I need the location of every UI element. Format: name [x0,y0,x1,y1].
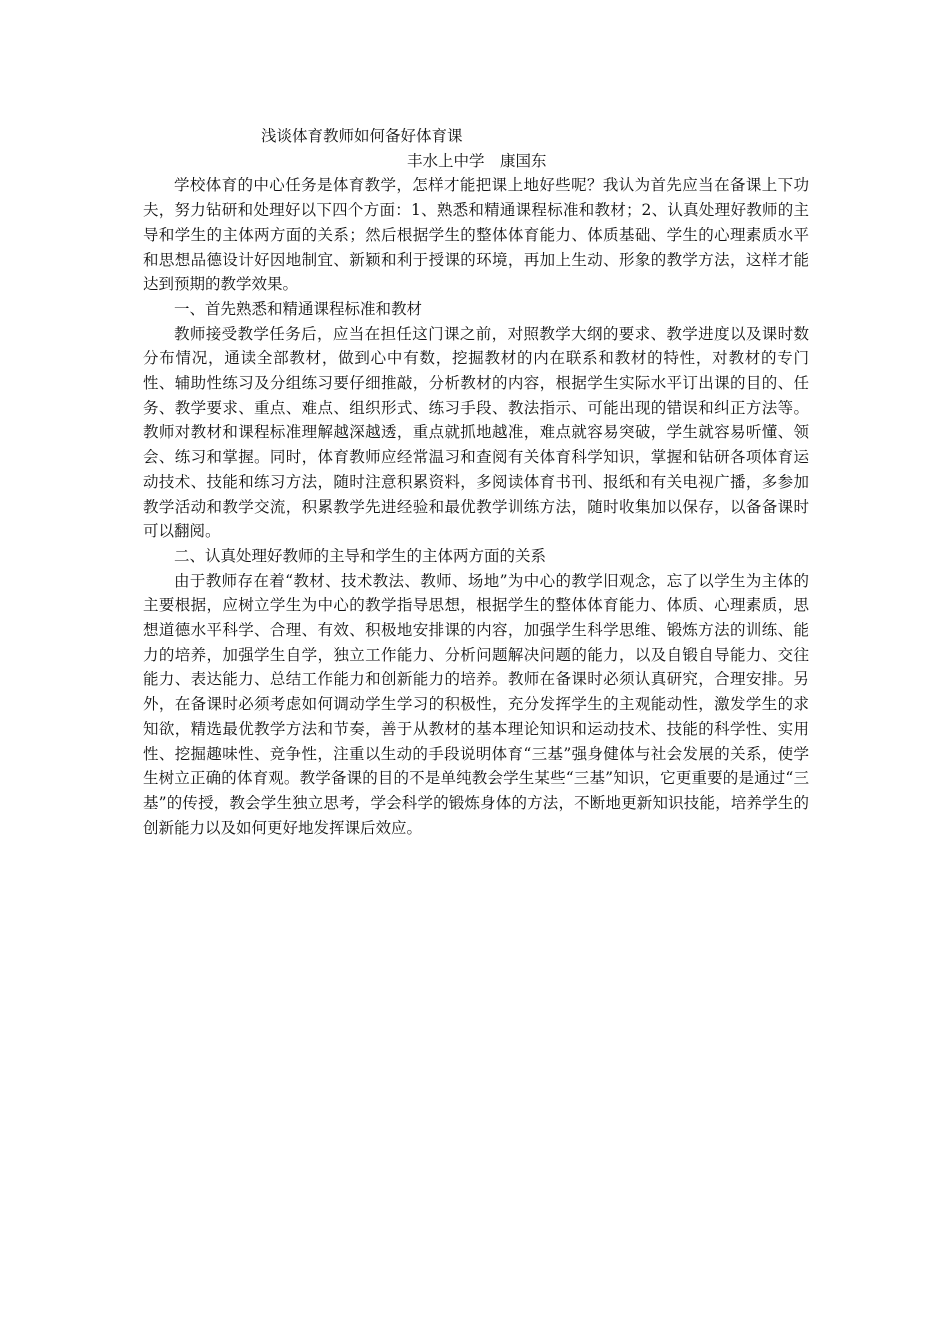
intro-paragraph: 学校体育的中心任务是体育教学，怎样才能把课上地好些呢？我认为首先应当在备课上下功夫，努力钻研和处理好以下四个方面：1、熟悉和精通课程标准和教材；2、认真处理好教师的主导和学生的主体两方面的关系；然后根据学生的整体体育能力、体质基础、学生的心理素质水平和思想品德设计好因地制宜、新颖和利于授课的环境，再加上生动、形象的教学方法，这样才能达到预期的教学效果。 [143,176,809,294]
document-author: 丰水上中学 康国东 [407,151,547,170]
section-2-paragraph: 由于教师存在着“教材、技术教法、教师、场地”为中心的教学旧观念，忘了以学生为主体的主要根据，应树立学生为中心的教学指导思想，根据学生的整体体育能力、体质、心理素质，思想道德水平科学、合理、有效、积极地安排课的内容，加强学生科学思维、锻炼方法的训练、能力的培养，加强学生自学，独立工作能力、分析问题解决问题的能力，以及自锻自导能力、交往能力、表达能力、总结工作能力和创新能力的培养。教师在备课时必须认真研究，合理安排。另外，在备课时必须考虑如何调动学生学习的积极性，充分发挥学生的主观能动性，激发学生的求知欲，精选最优教学方法和节奏，善于从教材的基本理论知识和运动技术、技能的科学性、实用性、挖掘趣味性、竞争性，注重以生动的手段说明体育“三基”强身健体与社会发展的关系，使学生树立正确的体育观。教学备课的目的不是单纯教会学生某些“三基”知识，它更重要的是通过“三基”的传授，教会学生独立思考，学会科学的锻炼身体的方法，不断地更新知识技能，培养学生的创新能力以及如何更好地发挥课后效应。 [143,571,809,837]
section-1-heading: 一、首先熟悉和精通课程标准和教材 [174,299,423,318]
document-body [143,124,809,840]
document-title: 浅谈体育教师如何备好体育课 [261,127,463,145]
section-2-heading: 二、认真处理好教师的主导和学生的主体两方面的关系 [174,546,547,565]
section-1-paragraph: 教师接受教学任务后，应当在担任这门课之前，对照教学大纲的要求、教学进度以及课时数分布情况，通读全部教材，做到心中有数，挖掘教材的内在联系和教材的特性，对教材的专门性、辅助性练习及分组练习要仔细推敲，分析教材的内容，根据学生实际水平订出课的目的、任务、教学要求、重点、难点、组织形式、练习手段、教法指示、可能出现的错误和纠正方法等。教师对教材和课程标准理解越深越透，重点就抓地越准，难点就容易突破，学生就容易听懂、领会、练习和掌握。同时，体育教师应经常温习和查阅有关体育科学知识，掌握和钻研各项体育运动技术、技能和练习方法，随时注意积累资料，多阅读体育书刊、报纸和有关电视广播，多参加教学活动和教学交流，积累教学先进经验和最优教学训练方法，随时收集加以保存，以备备课时可以翻阅。 [143,324,809,541]
